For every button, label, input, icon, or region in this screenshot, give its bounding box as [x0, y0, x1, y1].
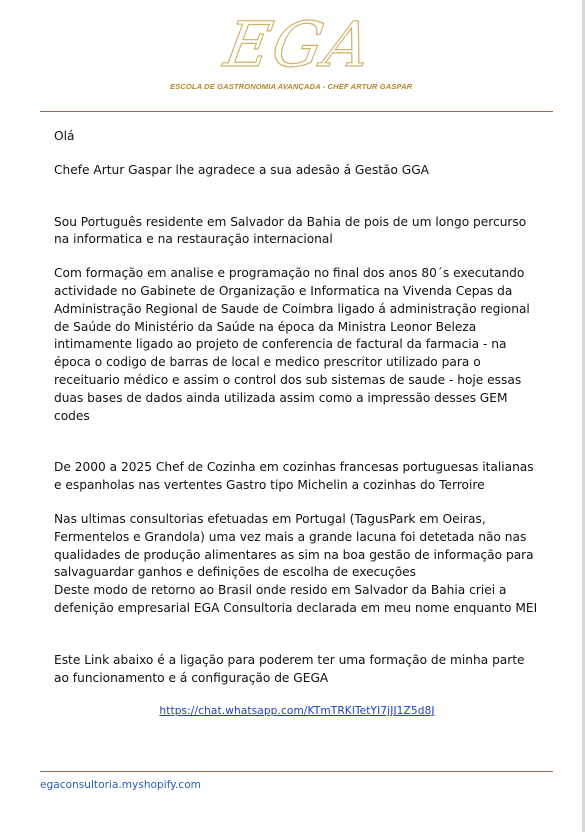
- logo-mark: EGA: [219, 8, 379, 81]
- career-paragraph: Com formação em analise e programação no final dos anos 80´s executando actividade no Gabinete de Organização e Informatica na Vivenda Cepas da Administração Regional de Saude de Coimbra ligado á administração regional de Saúde do Ministério da Saúde na época da Ministra Leonor Beleza intimamente ligado ao projeto de conferencia de factural da farmacia - na época o codigo de barras de local e medico prescritor utilizado para o receituario médico e assim o control dos sub sistemas de saude - hoje essas duas bases de dados ainda utilizada assim como a impressão desses GEM codes: [54, 266, 530, 423]
- intro-paragraph: Sou Português residente em Salvador da Bahia de pois de um longo percurso na informatica e na restauração internacional: [54, 214, 527, 247]
- greeting: Olá: [54, 129, 75, 143]
- logo: [0, 8, 585, 100]
- chef-paragraph: De 2000 a 2025 Chef de Cozinha em cozinhas francesas portuguesas italianas e espanholas nas vertentes Gastro tipo Michelin a cozinhas do Terroire: [54, 460, 534, 493]
- whatsapp-link[interactable]: https://chat.whatsapp.com/KTmTRKlTetYI7jJJ1Z5d8J: [159, 705, 435, 718]
- link-intro-paragraph: Este Link abaixo é a ligação para poderem ter uma formação de minha parte ao funcionamento e á configuração de GEGA: [54, 652, 525, 685]
- footer-site-link[interactable]: egaconsultoria.myshopify.com: [40, 779, 201, 791]
- logo-tagline: ESCOLA DE GASTRONOMIA AVANÇADA - CHEF ARTUR GASPAR: [170, 82, 413, 91]
- thanks-paragraph: Chefe Artur Gaspar lhe agradece a sua adesão á Gestão GGA: [54, 162, 430, 177]
- letter-body: [54, 128, 540, 721]
- consulting-paragraph: Nas ultimas consultorias efetuadas em Portugal (TagusPark em Oeiras, Fermentelos e Grandola) uma vez mais a grande lacuna foi detetada não nas qualidades de produção alimentares as sim na boa gestão de informação para salvaguardar ganhos e definições de escolha de execuções: [54, 511, 534, 580]
- header-divider: [40, 111, 553, 112]
- footer-divider: [40, 771, 553, 772]
- return-paragraph: Deste modo de retorno ao Brasil onde resido em Salvador da Bahia criei a defenição empresarial EGA Consultoria declarada em meu nome enquanto MEI: [54, 583, 538, 615]
